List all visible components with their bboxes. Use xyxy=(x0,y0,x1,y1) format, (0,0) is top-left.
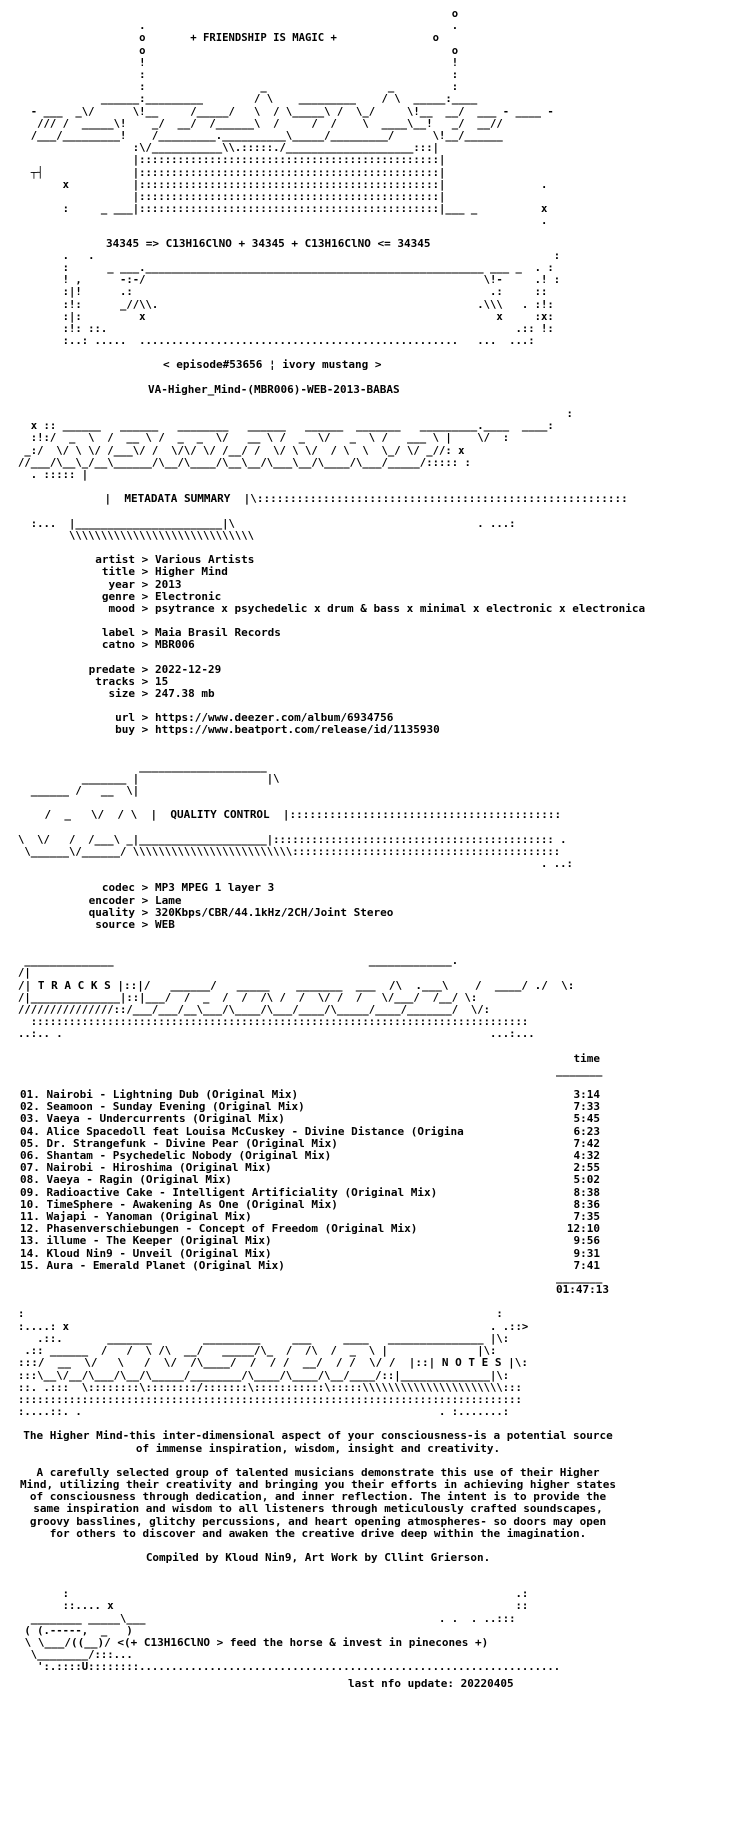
notes-paragraph-2: A carefully selected group of talented musicians demonstrate this use of their Higher Mind, utilizing their creativity and bringing you their efforts in achieving higher states of consciousness through dedication, and inner reflection. The intent is to provide the same inspiration and wisdom to all listeners through meticulously crafted soundscapes, groovy basslines, glitchy percussions, and heart opening atmospheres- so doors may open for others to discover and awaken the creative drive deep within the imagination. xyxy=(19,1465,617,1540)
notes-section xyxy=(18,1430,748,1564)
meta-row: predate > 2022-12-29 xyxy=(88,662,222,676)
meta-row: title > Higher Mind xyxy=(101,565,228,579)
track-row: 13. illume - The Keeper (Original Mix) 9:56 xyxy=(20,1234,600,1248)
track-row: 11. Wajapi - Yanoman (Original Mix) 7:35 xyxy=(20,1210,600,1224)
track-row: 10. TimeSphere - Awakening As One (Original Mix) 8:36 xyxy=(20,1197,600,1211)
release-name: VA-Higher_Mind-(MBR006)-WEB-2013-BABAS xyxy=(148,382,400,396)
track-row: 04. Alice Spacedoll feat Louisa McCuskey - Divine Distance (Origina 6:23 xyxy=(20,1124,600,1138)
quality-header-art: ____________________ _______ | |\ ______ / __ \| xyxy=(30,760,280,797)
meta-row: tracks > 15 xyxy=(95,674,169,688)
meta-row-url[interactable]: url > https://www.deezer.com/album/6934756 xyxy=(115,711,394,725)
metadata-list xyxy=(63,554,748,736)
footer-underline-art: \________/:::... ':.::::U::::::::.................................................................. xyxy=(30,1649,561,1674)
track-row: 15. Aura - Emerald Planet (Original Mix) 7:41 xyxy=(20,1258,600,1272)
track-row: 03. Vaeya - Undercurrents (Original Mix) 5:45 xyxy=(20,1112,600,1126)
meta-row: size > 247.38 mb xyxy=(108,686,215,700)
total-time: 01:47:13 xyxy=(556,1283,609,1297)
top-banner-art: o . . o + FRIENDSHIP IS MAGIC + o o o ! ! : : : _ _ : ______:_________ / \ _________ / \ _____:____ - ___ _\/ \!__ /_____/ \ / \_____\ / \_/ \!__ __/ ___ - ____ - /// / _____\! _/ __/ /______\ / / / \ ____\__! _/ __// /___/_________! /_________.__________\_____/_________/ \!__/______ :\/___________\\.:::::./____________________:::| |:::::::::::::::::::::::::::::::::::::::::::::::| ┬┤ |:::::::::::::::::::::::::::::::::::::::::::::::| x |:::::::::::::::::::::::::::::::::::::::::::::::| . |:::::::::::::::::::::::::::::::::::::::::::::::| : _ ___|:::::::::::::::::::::::::::::::::::::::::::::::|___ _ x . xyxy=(30,8,554,228)
episode-line: < episode#53656 ¦ ivory mustang > xyxy=(163,358,382,372)
bridge-art: . . : : _ ___._____________________________________________________ ___ _ . : ! , -:-/ \!- .! : :|! .: .: :: :!: _//\\. .\\\ . :!: :|: x x :x: :!: ::. .:: !: :..: ..... .................................................. ... ...: xyxy=(62,249,561,348)
metadata-header-art: : x :: ______ ______ ________ ______ ______ _______ _________.____ ____: :!:/ _ \ / __ \ / _ _ \/ __ \ / _ \/ _ \ / ___ \ | \/ : _:/ \/ \ \/ /___\/ / \/\/ \/ /__/ / \/ \ \/ / \ \ \_/ \/ _//: x //___/\__\_/__\______/\__/\____/\__\__/\___\__/\____/\___/_____/::::: : . ::::: | xyxy=(18,407,573,481)
tracks-underline-art: /|______________|::|___/ / _ / / /\ / / \/ / / \/___/ /__/ \: ///////////////::/___/___/__\___/\____/\___/____/\_____/____/_______/ \/: :::::::::::::::::::::::::::::::::::::::::::::::::::::::::::::::::::::::::::::: ..:.. . ...:... xyxy=(18,991,535,1041)
footer-motto: <(+ C13H16ClNO > feed the horse & invest in pinecones +) xyxy=(117,1635,489,1649)
quality-underline-art: \ \/ / /___\ _|____________________|:::::::::::::::::::::::::::::::::::::::::::: . \______\/______/ \\\\\\\\\\\\\\\\\\\\\\\\\:::::::::::::::::::::::::::::::::::::::::: . ..: xyxy=(18,833,573,871)
track-row: 05. Dr. Strangefunk - Divine Pear (Original Mix) 7:42 xyxy=(20,1136,600,1150)
track-row: 12. Phasenverschiebungen - Concept of Freedom (Original Mix) 12:10 xyxy=(20,1222,600,1236)
tracks-header-art: ______________ _____________. /| xyxy=(18,955,459,980)
formula-line: 34345 => C13H16ClNO + 34345 + C13H16ClNO <= 34345 xyxy=(106,236,431,250)
track-row: 08. Vaeya - Ragin (Original Mix) 5:02 xyxy=(20,1173,600,1187)
tracklist: time _______ 01. Nairobi - Lightning Dub (Original Mix) 3:14 02. Seamoon - Sunday Evening (Original Mix) 7:33 03. Vaeya - Undercurrents (Original Mix) 5:45 04. Alice Spacedoll feat Louisa McCuskey - Divine Distance (Origina 6:23 05. Dr. Strangefunk - Divine Pear (Original Mix) 7:42 06. Shantam - Psychedelic Nobody (Original Mix) 4:32 07. Nairobi - Hiroshima (Original Mix) 2:55 08. Vaeya - Ragin (Original Mix) 5:02 09. Radioactive Cake - Intelligent Artificiality (Original Mix) 8:38 10. TimeSphere - Awakening As One (Original Mix) 8:36 11. Wajapi - Yanoman (Original Mix) 7:35 12. Phasenverschiebungen - Concept of Freedom (Original Mix) 12:10 13. illume - The Keeper (Original Mix) 9:56 14. Kloud Nin9 - Unveil (Original Mix) 9:31 15. Aura - Emerald Planet (Original Mix) 7:41 _______ 01:47:13 xyxy=(20,1051,609,1297)
quality-row: codec > MP3 MPEG 1 layer 3 xyxy=(101,881,275,895)
notes-underline-art: :::\__\/__/\___/\__/\_____/________/\____/\____/\__/____/::|______________|\: ::. .::: \::::::::\::::::::/:::::::\:::::::::::\:::::\\\\\\\\\\\\\\\\\\\\\\::: ::::::::::::::::::::::::::::::::::::::::::::::::::::::::::::::::::::::::::::::: :....::. . . :.......: xyxy=(18,1369,522,1419)
meta-row: year > 2013 xyxy=(108,577,182,591)
notes-header-art: : : :....: x . .::> .::. _______ _________ ___ ____ _______________ |\: .:: ______ / / \ /\ __/ _____/\_ / /\ / _ \ | |\: xyxy=(18,1308,529,1358)
last-update: last nfo update: 20220405 xyxy=(348,1676,514,1690)
track-row: 02. Seamoon - Sunday Evening (Original Mix) 7:33 xyxy=(20,1100,600,1114)
track-row: 14. Kloud Nin9 - Unveil (Original Mix) 9:31 xyxy=(20,1246,600,1260)
track-row: 07. Nairobi - Hiroshima (Original Mix) 2:55 xyxy=(20,1161,600,1175)
quality-row: quality > 320Kbps/CBR/44.1kHz/2CH/Joint Stereo xyxy=(88,905,394,919)
time-column-header: time xyxy=(573,1051,600,1065)
metadata-underline-art: :... |_______________________|\ . ...: \\\\\\\\\\\\\\\\\\\\\\\\\\\\\ xyxy=(30,517,516,542)
meta-row: artist > Various Artists xyxy=(95,553,255,567)
track-row: 09. Radioactive Cake - Intelligent Artificiality (Original Mix) 8:38 xyxy=(20,1185,600,1199)
meta-row: catno > MBR006 xyxy=(101,638,195,652)
section-title-metadata: METADATA SUMMARY xyxy=(124,492,231,506)
tagline: + FRIENDSHIP IS MAGIC + xyxy=(190,32,337,45)
track-row: 01. Nairobi - Lightning Dub (Original Mix) 3:14 xyxy=(20,1088,600,1102)
meta-row: label > Maia Brasil Records xyxy=(101,626,281,640)
credits-line: Compiled by Kloud Nin9, Art Work by Cllint Grierson. xyxy=(145,1550,491,1564)
meta-row: genre > Electronic xyxy=(101,589,222,603)
deezer-link[interactable]: https://www.deezer.com/album/6934756 xyxy=(155,711,394,725)
nfo-document: o . . o + FRIENDSHIP IS MAGIC + o o o ! ! : : : _ _ : ______:_________ / \ _________ / \ _____:____ - ___ _\/ \!__ /_____/ \ / \_____\ / \_/ \!__ __/ ___ - ____ - /// / _____\! _/ __/ /______\ / / / \ ____\__! _/ __// /___/_________! /_________.__________\_____/_________/ \!__/______ :\/___________\\.:::::./____________________:::| |:::::::::::::::::::::::::::::::::::::::::::::::| ┬┤ |:::::::::::::::::::::::::::::::::::::::::::::::| x |:::::::::::::::::::::::::::::::::::::::::::::::| . |:::::::::::::::::::::::::::::::::::::::::::::::| : _ ___|:::::::::::::::::::::::::::::::::::::::::::::::|___ _ x . 34345 => C13H16ClNO + 34345 + C13H16ClNO <= 34345 . . : : _ ___._____________________________________________________ ___ _ . : ! , -:-/ \!- .! : :|! .: .: :: :!: _//\\. .\\\ . :!: :|: x x :x: :!: ::. .:: !: :..: ..... .................................................. ... ...: < episode#53656 ¦ ivory mustang > VA-Higher_Mind-(MBR006)-WEB-2013-BABAS : x :: ______ ______ ________ ______ ______ _______ _________.____ ____: :!:/ _ \ / __ \ / _ _ \/ __ \ / _ \/ _ \ / ___ \ | \/ : _:/ \/ \ \/ /___\/ / \/\/ \/ /__/ / \/ \ \/ / \ \ \_/ \/ _//: x //___/\__\_/__\______/\__/\____/\__\__/\___\__/\____/\___/_____/::::: : . ::::: | | METADATA SUMMARY |\:::::::::::::::::::::::::::::::::::::::::::::::::::::::: :... |_______________________|\ . ...: \\\\\\\\\\\\\\\\\\\\\\\\\\\\\ artist > Various Artists title > Higher Mind year > 2013 genre > Electronic mood > psytrance x psychedelic x drum & bass x minimal x electronic x electronica label > Maia Brasil Records catno > MBR006 predate > 2022-12-29 tracks > 15 size > 247.38 mb url > https://www.deezer.com/album/6934756 buy > https://www.beatport.com/release/id/1135930 ____________________ _______ | |\ ______ / __ \| / _ \/ / \ | QUALITY CONTROL |::::::::::::::::::::::::::::::::::::::::: \ \/ / /___\ _|____________________|:::::::::::::::::::::::::::::::::::::::::::: . \______\/______/ \\\\\\\\\\\\\\\\\\\\\\\\\:::::::::::::::::::::::::::::::::::::::::: . ..: codec > MP3 MPEG 1 layer 3 encoder > Lame quality > 320Kbps/CBR/44.1kHz/2CH/Joint Stereo source > WEB ______________ _____________. /| /| T R A C K S |::|/ ______/ _____ _______ ___ /\ .___\ / ____/ ./ \: /|______________|::|___/ / _ / / /\ / / \/ / / \/___/ /__/ \: ///////////////::/___/___/__\___/\____/\___/____/\_____/____/_______/ \/: :::::::::::::::::::::::::::::::::::::::::::::::::::::::::::::::::::::::::::::: ..:.. . ...:... time _______ 01. Nairobi - Lightning Dub (Original Mix) 3:14 02. Seamoon - Sunday Evening (Original Mix) 7:33 03. Vaeya - Undercurrents (Original Mix) 5:45 04. Alice Spacedoll feat Louisa McCuskey - Divine Distance (Origina 6:23 05. Dr. Strangefunk - Divine Pear (Original Mix) 7:42 06. Shantam - Psychedelic Nobody (Original Mix) 4:32 07. Nairobi - Hiroshima (Original Mix) 2:55 08. Vaeya - Ragin (Original Mix) 5:02 09. Radioactive Cake - Intelligent Artificiality (Original Mix) 8:38 10. TimeSphere - Awakening As One (Original Mix) 8:36 11. Wajapi - Yanoman (Original Mix) 7:35 12. Phasenverschiebungen - Concept of Freedom (Original Mix) 12:10 13. illume - The Keeper (Original Mix) 9:56 14. Kloud Nin9 - Unveil (Original Mix) 9:31 15. Aura - Emerald Planet (Original Mix) 7:41 _______ 01:47:13 : : :....: x . .::> .::. _______ _________ ___ ____ _______________ |\: .:: ______ / / \ /\ __/ _____/\_ / /\ / _ \ | |\: :::/ __ \/ \ / \/ /\____/ / / / __/ / / \/ / |::| N O T E S |\: :::\__\/__/\___/\__/\_____/________/\____/\____/\__/____/::|______________|\: ::. .::: \::::::::\::::::::/:::::::\:::::::::::\:::::\\\\\\\\\\\\\\\\\\\\\\::: ::::::::::::::::::::::::::::::::::::::::::::::::::::::::::::::::::::::::::::::: :....::. . . :.......: The Higher Mind-this inter-dimensional aspect of your consciousness-is a potential source of immense inspiration, wisdom, insight and creativity. A carefully selected group of talented musicians demonstrate this use of their Higher Mind, utilizing their creativity and bringing you their efforts in achieving higher states of consciousness through dedication, and inner reflection. The intent is to provide the same inspiration and wisdom to all listeners through meticulously crafted soundscapes, groovy basslines, glitchy percussions, and heart opening atmospheres- so doors may open for others to discover and awaken the creative drive deep within the imagination. Compiled by Kloud Nin9, Art Work by Cllint Grierson. : .: ::.... x :: ________ _____\___ . . . ..::: ( (.-----, _ ) \ \___/((__)/ <(+ C13H16ClNO > feed the horse & invest in pinecones +) \________/:::... ':.::::U::::::::.................................................................. last nfo update: 20220405 xyxy=(18,8,748,1690)
footer-art: : .: ::.... x :: ________ _____\___ . . . ..::: ( (.-----, _ ) xyxy=(24,1588,529,1637)
quality-row: source > WEB xyxy=(95,918,175,931)
section-title-tracks: T R A C K S xyxy=(37,978,111,992)
section-title-notes: N O T E S xyxy=(441,1356,502,1370)
time-rule: _______ xyxy=(556,1063,603,1077)
section-title-quality: QUALITY CONTROL xyxy=(170,808,270,822)
notes-paragraph-1: The Higher Mind-this inter-dimensional aspect of your consciousness-is a potential source of immense inspiration, wisdom, insight and creativity. xyxy=(23,1429,613,1455)
beatport-link[interactable]: https://www.beatport.com/release/id/1135930 xyxy=(155,723,440,737)
quality-row: encoder > Lame xyxy=(88,893,182,907)
quality-list xyxy=(63,882,748,931)
track-row: 06. Shantam - Psychedelic Nobody (Original Mix) 4:32 xyxy=(20,1149,600,1163)
meta-row: mood > psytrance x psychedelic x drum & bass x minimal x electronic x electronica xyxy=(108,601,646,615)
meta-row-buy[interactable]: buy > https://www.beatport.com/release/id/1135930 xyxy=(115,723,440,737)
